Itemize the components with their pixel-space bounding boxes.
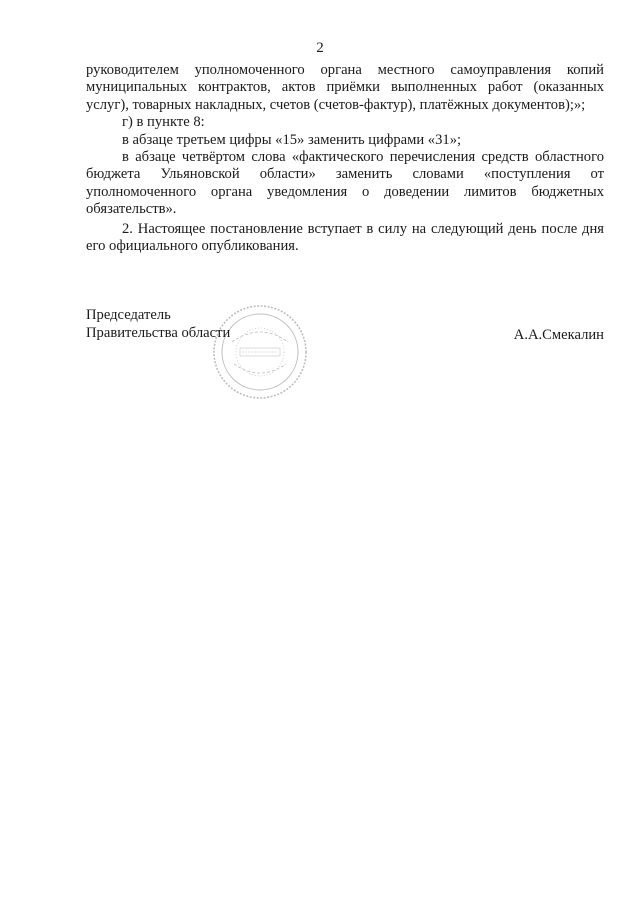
- paragraph-third-abzac: в абзаце третьем цифры «15» заменить цифрами «31»;: [122, 131, 462, 148]
- signatory-title-line-2: Правительства области: [86, 325, 231, 341]
- page-number: 2: [316, 40, 324, 56]
- paragraph-fourth-abzac: в абзаце четвёртом слова «фактического перечисления средств областного бюджета Ульяновской области» заменить словами «поступления от уполномоченного органа уведомления о доведении лимитов бюджетных обязательств».: [86, 149, 604, 218]
- signatory-title-line-1: Председатель: [86, 307, 171, 323]
- signature-block: [86, 306, 604, 406]
- document-body: [86, 62, 604, 255]
- paragraph-continuation: руководителем уполномоченного органа местного самоуправления копий муниципальных контрактов, актов приёмки выполненных работ (оказанных услуг), товарных накладных, счетов (счетов-фактур), платёжных документов);»;: [86, 62, 604, 113]
- paragraph-item-g: г) в пункте 8:: [122, 114, 205, 131]
- signatory-name: А.А.Смекалин: [513, 327, 604, 343]
- official-seal-icon: [210, 302, 310, 402]
- paragraph-effective-date: 2. Настоящее постановление вступает в силу на следующий день после дня его официального опубликования.: [86, 220, 604, 255]
